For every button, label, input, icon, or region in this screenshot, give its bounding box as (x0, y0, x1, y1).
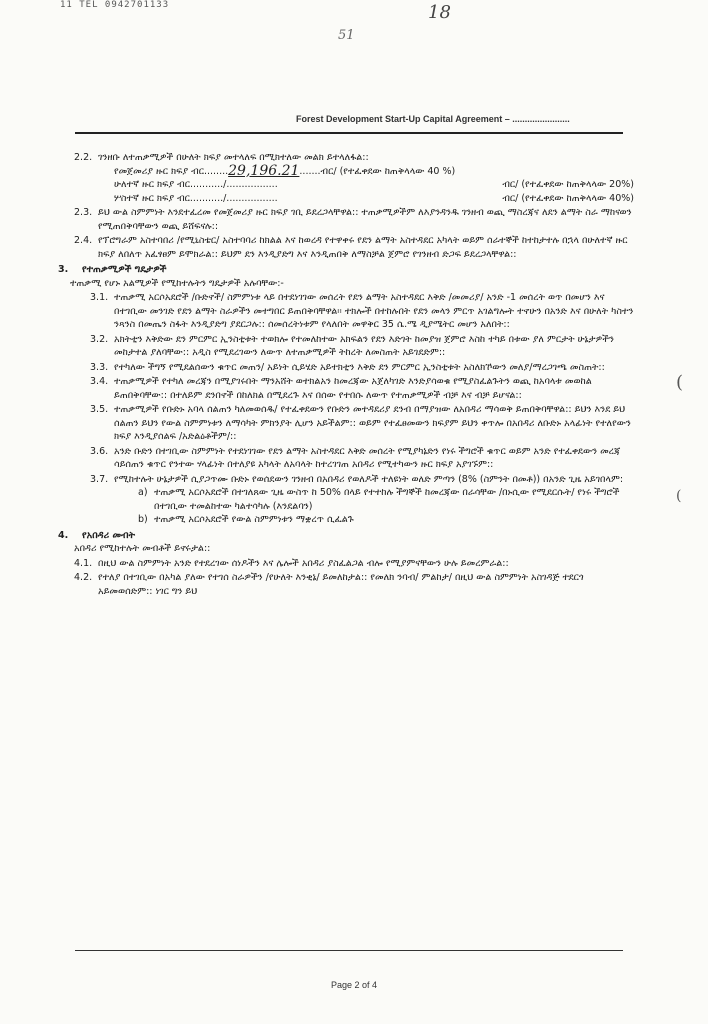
clause-text: ገንዘቡ ለተጠቃሚዎች በሁለት ክፍያ መተላለፍ በሚክተለው መልክ ይተላለፋል:: (98, 152, 369, 163)
section-title: የአበዳሪ መብት (82, 529, 135, 541)
clause-3-7 (74, 473, 634, 487)
clause-2-2 (74, 151, 634, 165)
installment-label: ሁለተኛ ዙር ክፍያ ብር.........../................. (114, 179, 278, 190)
installment-row-3 (114, 192, 634, 206)
clause-number: 3.5. (90, 404, 109, 415)
clause-number: 3.1. (90, 292, 109, 303)
sub-item-marker: a) (138, 487, 148, 498)
clause-text: የተለያ በተገቢው በአካል ያለው የተገሰ ስራዎችን /የሁለት እንቂኔ/ ይመለከታል:: የመለክ ንባብ/ ምልከታ/ በዚህ ውል ስምምነት አስገዳጅ ተደርጎ አይመወሰድም:: ነገር ግን ይህ (98, 572, 584, 597)
running-header: Forest Development Start-Up Capital Agreement – ....................... (296, 114, 570, 124)
clause-number: 3.7. (90, 473, 109, 485)
clause-text: በዚህ ውል ስምምነት አንድ የተደረገው ሰነዶችን እና ሌሎች አበዳሪ ያስፈልጋል ብሎ የሚያምናቸውን ሁሉ ይመረምራል:: (98, 557, 509, 569)
installment-label: የመጀመሪያ ዙር ክፍያ ብር (114, 165, 204, 177)
clause-text: አንድ ቡድን በተገቢው ስምምነት የተደነገገው የደን ልማት አስተዳደር እቅድ መሰረት የሚያካኔድን የነሩ ችግሮች ቁጥር ወይም አንድ የተፈቀደውን መረጃ ሳይሰጠን ቁጥር የንተው ሃላፊነት በተለያዩ አካላት ለአባላት ከተረገገጠ አበዳሪ የሚተካውን ዙር ክፍያ አያገኙም:: (114, 445, 621, 470)
section-number: 3. (58, 264, 69, 275)
clause-text: ተጠቃሚዎች የተካለ መረጃን በሚያገሩበት ማንአሸት ወተክልአን ከመረጃው አጀለካገድ እንድያሳወቁ የሚያስፈልጉትን ወጪ ከአባላቱ መወከል ይጠበቅባቸው:: በተለይም ደንበኖች በከለክል በሚደረጉ እና በሰው የተበሱ ለውጥ የተጠቃሚዎች ብቻ እና ብቻ ይሆናል:: (114, 376, 592, 401)
margin-bracket-mark: ( (676, 372, 684, 393)
clause-text: ተጠቃሚዎች የቡድኑ አባላ ሰልጠን ካለመወሰዱ/ የተፈቀደውን የቡድን መተዳደሪያ ደንብ በማያዝው ለአበዳሪ ማሳወቅ ይጠበቅባቸዋል:: ይህን እንደ ይህ ሰልጠን ይህን የውል ስምምነቱን ለማሳካት ምክንያት ሊሆን አይችልም:: ወይም የተፈፀመውን ክፍያም ይህን ቀጥሎ በአበዳሪ ለቡድኑ አላፊነት የተለየውን ክፍያ እንዲያሰልፍ /አድልዕቶችም/:: (114, 404, 631, 442)
sub-item-marker: b) (138, 514, 148, 525)
clause-3-1 (74, 291, 634, 332)
clause-3-5 (74, 403, 634, 444)
margin-bracket-mark: ( (676, 488, 682, 504)
clause-3-3 (74, 361, 634, 375)
section-3-heading (58, 263, 634, 277)
clause-number: 2.4. (74, 235, 93, 246)
clause-number: 3.6. (90, 445, 109, 457)
footer-rule (75, 950, 623, 951)
sub-item-text: ተጠቃሚ አርሶአደሮች የውል ስምምነቱን ማቋረጥ ሲፈልጉ (154, 514, 354, 525)
sub-item-a (138, 486, 634, 513)
clause-number: 4.1. (74, 557, 93, 569)
clause-number: 3.2. (90, 333, 109, 345)
handwritten-mark-small: 51 (338, 28, 355, 43)
clause-number: 2.2. (74, 152, 93, 163)
section-number: 4. (58, 529, 69, 541)
installment-row-2 (114, 178, 634, 192)
section-intro: አበዳሪ የሚከተሉት መብቶች ይኖሩታል:: (74, 543, 211, 554)
clause-2-3 (74, 206, 634, 233)
header-rule (75, 132, 623, 134)
clause-text: ተጠቃሚ አርሶአደሮች /ቡድኖች/ ስምምነቱ ላይ በተደነገገው መሰረት የደን ልማት አስተዳደር እቅድ /መመሪያ/ አንድ -1 መሰረት ወጥ በመሆን እና በተገቢው መንገድ የደን ልማት ስራዎችን መተግበር ይጠበቅባቸዋል። ተክሎች በተከሉበት የደን መላን ምርጥ አገልግሎት ተኖሁን በአንድ እና በሁለት ካስተን ንጻንስ በመጤን ስፋት እንዲያድግ ያደርጋሉ:: ሰመሰረትነቱም የላለበት መዋቅር 35 ሴ.ሜ ዲያሜትር መሆን አለበት:: (114, 292, 634, 330)
clause-3-4 (74, 375, 634, 402)
section-title: የተጠቃሚዎች ግዴታዎች (82, 264, 167, 275)
clause-2-4 (74, 234, 634, 261)
sub-item-b (138, 513, 634, 527)
installment-percent: ብር/ (የተፈቀደው ከጠቅላላው 40%) (502, 192, 634, 204)
clause-3-6 (74, 445, 634, 472)
clause-number: 3.3. (90, 361, 109, 373)
installment-label: ሦስተኛ ዙር ክፍያ ብር.........../................. (114, 192, 278, 204)
sub-item-text: ተጠቃሚ አርሶአደሮች በተገለጸው ጊዜ ውስጥ ከ 50% በላይ የተተከሉ ችግኞች ከመረጃው በራሳቸው /በኑሲው የሚደርሱት/ የነሩ ችግሮች በተገቢው ተመልከተው ካልተሳካሉ (እንደልባን) (154, 487, 620, 512)
clause-number: 4.2. (74, 572, 93, 583)
clause-4-1 (74, 557, 634, 571)
installment-percent: ብር/ (የተፈቀደው ከጠቅላላው 40 %) (320, 165, 456, 177)
clause-text: የሚከተሉት ሁኔታዎች ሲያጋጥሙ ቡድኑ የወሰደውን ገንዘብ በአበዳሪ የወለዶች ተለዩነት ወለድ ምጣን (8% (ስምንት በመቶ)) በአንድ ጊዜ አይገበላም: (114, 473, 624, 485)
installment-row-1: የመጀመሪያ ዙር ክፍያ ብር ........ 29,196.21 ....... ብር/ (የተፈቀደው ከጠቅላላው 40 %) (114, 165, 634, 179)
clause-text: የፕሮግራም አስተባበሪ /የሚኒስቴር/ አስተባባሪ ከክልል እና ከወረዳ የተዋቀሩ የደን ልማት አስተዳደር አካላት ወይም ሰራተኞች ከተከታተሉ በኋላ በሁለተኛ ዙር ክፍያ ለበለጥ አፈፃፀም ይሞክራል:: ይህም ደን እንዲያድግ እና እንዲጠበቅ ለማስቻል ጀምሮ የገንዘብ ድጋፍ ይደረጋላቸዋል:: (98, 235, 628, 260)
clause-text: ይህ ውል ስምምነት እንደተፈረመ የመጀመሪያ ዙር ክፍያ ገቢ ይደረጋላቸዋል:: ተጠቃሚዎችም ለእያንዳንዱ ገንዘብ ወጪ ማስረጃና ለደን ልማት ስራ ማከናወን የሚጠበቅባቸውን ወጪ ይሸፍናሉ:: (98, 207, 632, 232)
clause-number: 2.3. (74, 207, 93, 218)
installment-percent: ብር/ (የተፈቀደው ከጠቅላላው 20%) (502, 179, 634, 190)
section-intro: ተጠቃሚ የሆኑ አልሚዎች የሚከተሉትን ግዴታዎች አሉባቸው:- (70, 277, 284, 289)
handwritten-page-mark: 18 (428, 2, 451, 23)
clause-4-2 (74, 571, 634, 598)
clause-3-2 (74, 333, 634, 360)
clause-text: አክትቲን እቅድው ደን ምርምር ኢንስቲቱት ተወክሎ የተመለከተው አክፍልን የደን እድገት ከመያዝ ጀምሮ እስከ ተካይ በቱው ያለ ምርታት ሁኔታዎችን መከታተል ያለባቸው:: አዲስ የሚደረገውን ለውጥ ለተጠቃሚዎች ትከረት ለመስጠት አይገደድም:: (114, 333, 614, 358)
clause-text: የተካለው ችግኝ የሚደልሰውን ቁጥር መጠን/ አይነት ሲይሄድ አይተክቲን እቅድ ደን ምርምር ኢንስቲቱት አስለክኾውን መለያ/ማረጋገጫ መስጠት:: (114, 361, 605, 373)
handwritten-amount: 29,196.21 (228, 162, 300, 179)
page-number: Page 2 of 4 (330, 980, 378, 990)
clause-number: 3.4. (90, 376, 109, 387)
document-body (58, 150, 634, 598)
fax-header: 11 TEL 0942701133 (60, 0, 170, 10)
section-4-heading (58, 529, 634, 543)
